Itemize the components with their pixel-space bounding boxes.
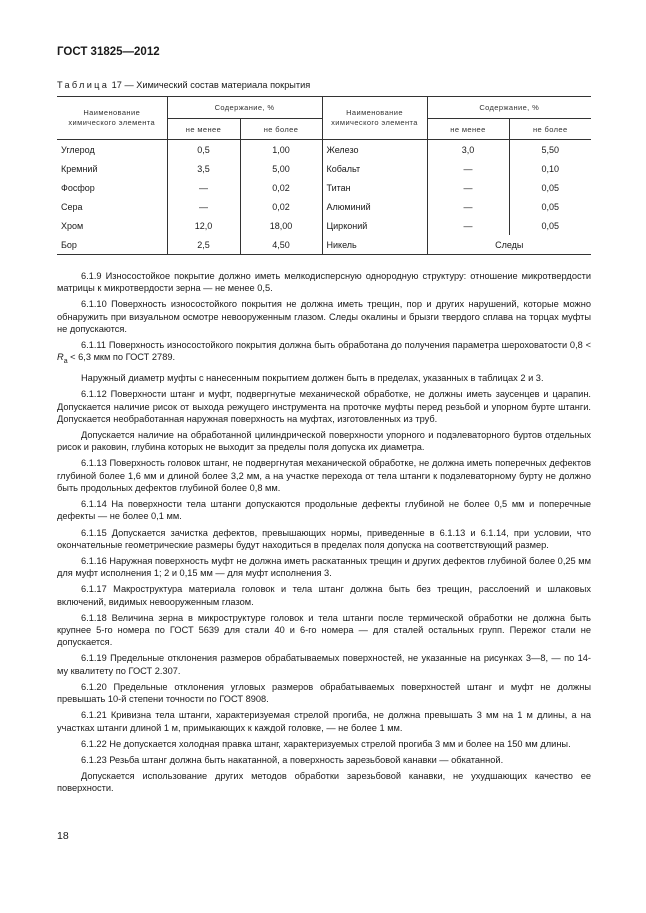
- max-value-cell: 4,50: [240, 235, 322, 255]
- element-name-cell: Сера: [57, 197, 167, 216]
- element-name-cell: Кремний: [57, 159, 167, 178]
- max-value-cell: 5,50: [509, 140, 591, 160]
- element-name-cell: Бор: [57, 235, 167, 255]
- table-row: [57, 140, 591, 160]
- roughness-subscript: a: [63, 358, 68, 366]
- paragraph: Допускается использование других методов обработки зарезьбовой канавки, не ухудшающих качество ее поверхности.: [57, 770, 591, 794]
- header-content-left: Содержание, %: [167, 97, 322, 119]
- element-name-cell: Хром: [57, 216, 167, 235]
- header-element-name-left: Наименование химического элемента: [57, 97, 167, 140]
- paragraph: 6.1.23 Резьба штанг должна быть накатанной, а поверхность зарезьбовой канавки — обкатанной.: [81, 754, 504, 765]
- body-text: [57, 270, 591, 798]
- element-name-cell: Железо: [322, 140, 427, 160]
- element-name-cell: Алюминий: [322, 197, 427, 216]
- max-value-cell: 1,00: [240, 140, 322, 160]
- table-caption: [57, 80, 310, 90]
- chemical-composition-table: [57, 96, 591, 255]
- element-name-cell: Никель: [322, 235, 427, 255]
- header-element-name-right: Наименование химического элемента: [322, 97, 427, 140]
- element-name-cell: Фосфор: [57, 178, 167, 197]
- min-value-cell: —: [427, 216, 509, 235]
- paragraph: 6.1.9 Износостойкое покрытие должно иметь мелкодисперсную однородную структуру: отношение микротвердости матрицы к микротвердости зерна — не менее 0,5.: [57, 271, 591, 294]
- header-min-left: не менее: [167, 119, 240, 140]
- paragraph: [57, 339, 591, 368]
- header-content-right: Содержание, %: [427, 97, 591, 119]
- paragraph: 6.1.17 Макроструктура материала головок и тела штанг должна быть без трещин, расслоений и шлаковых включений, видимых невооруженным глазом.: [57, 584, 591, 607]
- header-max-left: не более: [240, 119, 322, 140]
- paragraph: 6.1.15 Допускается зачистка дефектов, превышающих нормы, приведенные в 6.1.13 и 6.1.14, при условии, что окончательные геометрические размеры будут находиться в пределах поля допуска на соответствующий размер.: [57, 527, 591, 550]
- element-name-cell: Кобальт: [322, 159, 427, 178]
- paragraph: 6.1.18 Величина зерна в микроструктуре головок и тела штанги после термической обработки не должна быть крупнее 5-го номера по ГОСТ 5639 для стали 40 и 6-го номера — для сталей остальных групп. Пережог стали не допускается.: [57, 612, 591, 648]
- paragraph: 6.1.12 Поверхности штанг и муфт, подвергнутые механической обработке, не должны иметь заусенцев и царапин. Допускается наличие рисок от выхода режущего инструмента на проточке муфты перед резьбой и упорном бурте штанги. Допускается необработанная наружная поверхность на муфтах, изготовленных из труб.: [57, 389, 591, 424]
- paragraph: 6.1.14 На поверхности тела штанги допускаются продольные дефекты глубиной не более 0,5 мм и поперечные дефекты — не более 0,1 мм.: [57, 499, 591, 522]
- paragraph: 6.1.19 Предельные отклонения размеров обрабатываемых поверхностей, не указанные на рисунках 3—8, — по 14-му квалитету по ГОСТ 2.307.: [57, 653, 591, 676]
- paragraph: 6.1.22 Не допускается холодная правка штанг, характеризуемых стрелой прогиба 3 мм и более на 150 мм длины.: [81, 738, 571, 749]
- paragraph: Допускается наличие на обработанной цилиндрической поверхности упорного и подэлеваторного буртов отдельных рисок и раковин, глубина которых не выходит за пределы поля допуска их диаметра.: [57, 430, 591, 453]
- min-value-cell: 0,5: [167, 140, 240, 160]
- min-value-cell: 3,0: [427, 140, 509, 160]
- min-value-cell: 12,0: [167, 216, 240, 235]
- paragraph-text: < 6,3 мкм по ГОСТ 2789.: [67, 352, 176, 363]
- max-value-cell: 0,02: [240, 197, 322, 216]
- max-value-cell: 0,05: [541, 220, 560, 231]
- max-value-cell: 0,10: [541, 163, 560, 174]
- traces-value-cell: Следы: [427, 235, 591, 255]
- min-value-cell: —: [427, 197, 509, 216]
- paragraph: 6.1.10 Поверхность износостойкого покрытия не должна иметь трещин, пор и других нарушений, которые можно обнаружить при визуальном осмотре невооруженным глазом. Следы окалины и брызги твердого сплава на торцах муфты не допускаются.: [57, 299, 591, 334]
- roughness-symbol: R: [57, 352, 64, 363]
- element-name-cell: Углерод: [57, 140, 167, 160]
- min-value-cell: 2,5: [167, 235, 240, 255]
- paragraph: 6.1.16 Наружная поверхность муфт не должна иметь раскатанных трещин и других дефектов глубиной более 0,25 мм для муфт исполнения 1; 2 и 0,15 мм — для муфт исполнения 3.: [57, 555, 591, 579]
- max-value-cell: 18,00: [240, 216, 322, 235]
- header-max-right: не более: [509, 119, 591, 140]
- element-name-cell: Цирконий: [322, 216, 427, 235]
- min-value-cell: 3,5: [167, 159, 240, 178]
- paragraph: 6.1.21 Кривизна тела штанги, характеризуемая стрелой прогиба, не должна превышать 3 мм на 1 м длины, а на участках штанги длиной 1 м, примыкающих к каждой головке, — не более 1 мм.: [57, 710, 591, 733]
- table-row: [57, 235, 591, 255]
- max-value-cell: 5,00: [240, 159, 322, 178]
- header-min-right: не менее: [427, 119, 509, 140]
- table-row: [57, 216, 591, 235]
- paragraph: 6.1.13 Поверхность головок штанг, не подвергнутая механической обработке, не должна иметь поперечных дефектов глубиной более 1,6 мм и длиной более 3,2 мм, а на участке перехода от тела штанги к подэлеваторному бурту не должно быть продольных дефектов глубиной более 0,8 мм.: [57, 458, 591, 494]
- paragraph-text: 6.1.11 Поверхность износостойкого покрытия должна быть обработана до получения параметра шероховатости 0,8 <: [81, 340, 591, 351]
- paragraph: Наружный диаметр муфты с нанесенным покрытием должен быть в пределах, указанных в таблицах 2 и 3.: [81, 373, 544, 384]
- min-value-cell: —: [427, 159, 509, 178]
- table-row: [57, 197, 591, 216]
- min-value-cell: —: [167, 178, 240, 197]
- min-value-cell: —: [427, 178, 509, 197]
- table-row: [57, 159, 591, 178]
- element-name-cell: Титан: [322, 178, 427, 197]
- max-value-cell: 0,02: [240, 178, 322, 197]
- table-caption-title: 17 — Химический состав материала покрытия: [109, 80, 311, 90]
- page-number: 18: [57, 830, 69, 842]
- max-value-cell: 0,05: [541, 201, 560, 212]
- table-caption-prefix: Таблица: [57, 80, 110, 90]
- table-row: [57, 178, 591, 197]
- max-value-cell: 0,05: [541, 182, 560, 193]
- paragraph: 6.1.20 Предельные отклонения угловых размеров обрабатываемых поверхностей штанг и муфт не должны превышать 10-й степени точности по ГОСТ 8908.: [57, 681, 591, 705]
- min-value-cell: —: [167, 197, 240, 216]
- document-header: ГОСТ 31825—2012: [57, 46, 160, 58]
